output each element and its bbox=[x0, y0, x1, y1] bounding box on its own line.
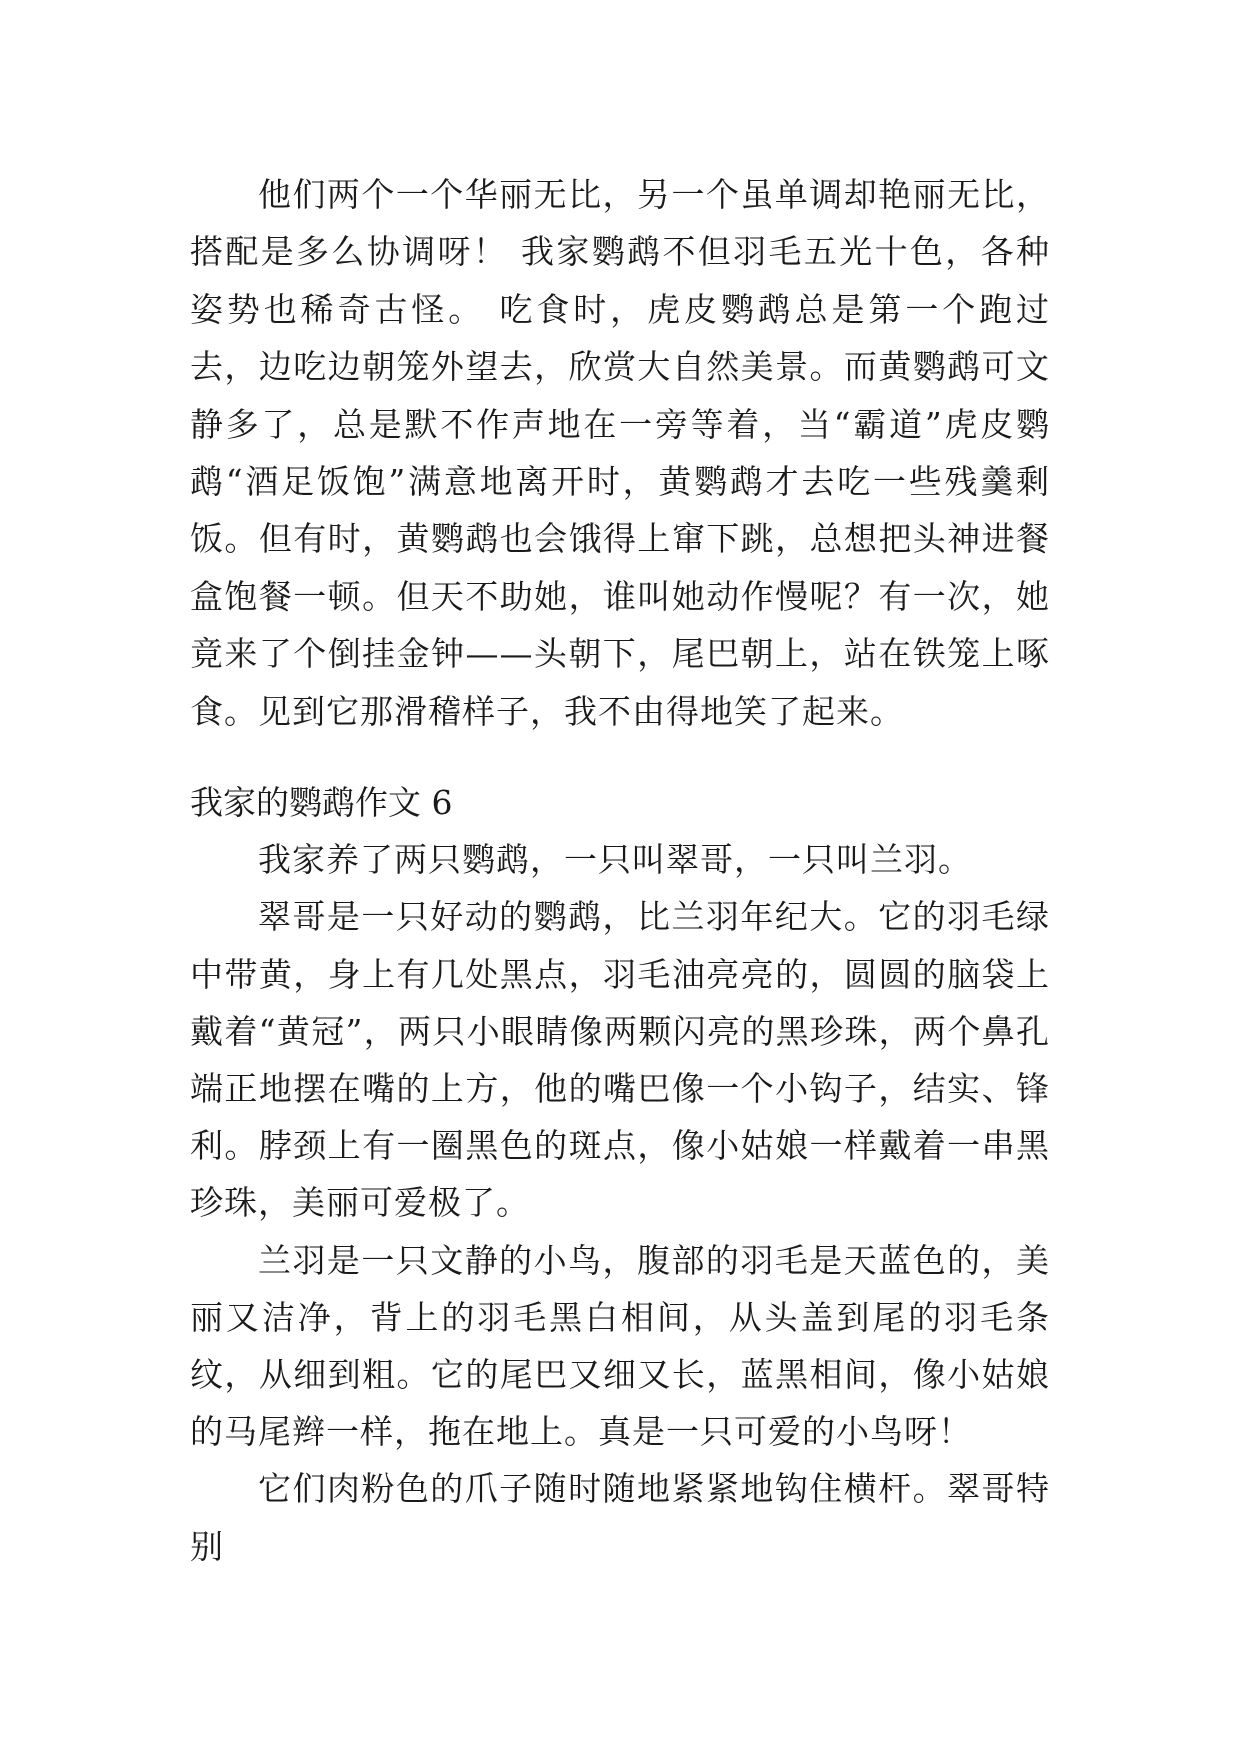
paragraph-cuige: 翠哥是一只好动的鹦鹉，比兰羽年纪大。它的羽毛绿中带黄，身上有几处黑点，羽毛油亮亮的，圆圆的脑袋上戴着“黄冠”，两只小眼睛像两颗闪亮的黑珍珠，两个鼻孔端正地摆在嘴的上方，他的嘴巴像一个小钩子，结实、锋利。脖颈上有一圈黑色的斑点，像小姑娘一样戴着一串黑珍珠，美丽可爱极了。 bbox=[190, 897, 1050, 1223]
essay-6 bbox=[190, 774, 1050, 1575]
paragraph-intro: 我家养了两只鹦鹉，一只叫翠哥，一只叫兰羽。 bbox=[258, 840, 972, 880]
essay-title: 我家的鹦鹉作文 6 bbox=[190, 783, 453, 822]
essay-continuation bbox=[190, 166, 1050, 740]
paragraph-lanyu: 兰羽是一只文静的小鸟，腹部的羽毛是天蓝色的，美丽又洁净，背上的羽毛黑白相间，从头盖到尾的羽毛条纹，从细到粗。它的尾巴又细又长，蓝黑相间，像小姑娘的马尾辫一样，拖在地上。真是一只可爱的小鸟呀！ bbox=[190, 1240, 1050, 1452]
paragraph-claws: 它们肉粉色的爪子随时随地紧紧地钩住横杆。翠哥特别 bbox=[190, 1469, 1050, 1566]
paragraph-continued: 他们两个一个华丽无比，另一个虽单调却艳丽无比，搭配是多么协调呀！ 我家鹦鹉不但羽毛五光十色，各种姿势也稀奇古怪。 吃食时，虎皮鹦鹉总是第一个跑过去，边吃边朝笼外望去，欣赏大自然美景。而黄鹦鹉可文静多了，总是默不作声地在一旁等着，当“霸道”虎皮鹦鹉“酒足饭饱”满意地离开时，黄鹦鹉才去吃一些残羹剩饭。但有时，黄鹦鹉也会饿得上窜下跳，总想把头神进餐盒饱餐一顿。但天不助她，谁叫她动作慢呢？有一次，她竟来了个倒挂金钟——头朝下，尾巴朝上，站在铁笼上啄食。见到它那滑稽样子，我不由得地笑了起来。 bbox=[190, 175, 1050, 731]
